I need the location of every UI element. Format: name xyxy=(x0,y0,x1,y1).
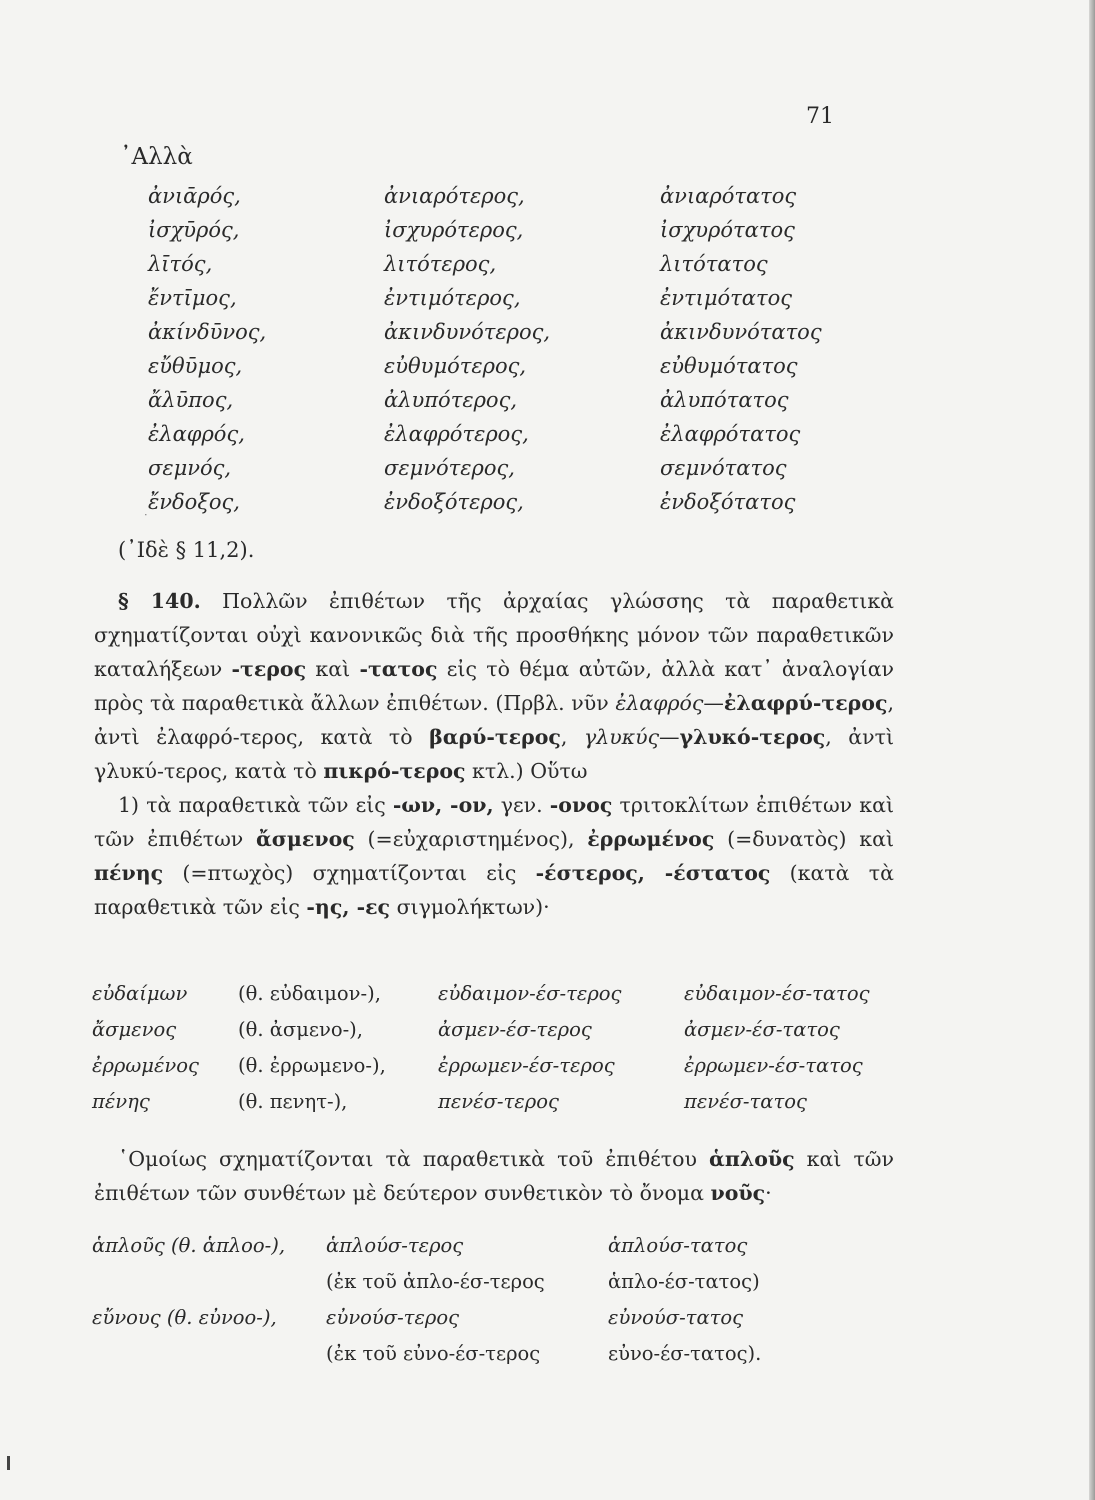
positive-form: σεμνός, xyxy=(148,456,232,480)
section-number: § 140. xyxy=(118,589,201,613)
comparative-form: ἐρρωμεν-έσ-τερος xyxy=(438,1054,615,1077)
text-run: · xyxy=(765,1181,772,1205)
bold-word: ἐλαφρύ-τερος xyxy=(723,691,888,715)
superlative-form: ἁπλούσ-τατος xyxy=(608,1234,748,1257)
comparative-form: ἀκινδυνότερος, xyxy=(384,320,551,344)
text-run: (=δυνατὸς) καὶ xyxy=(714,827,894,851)
comparative-form: ἀλυπότερος, xyxy=(384,388,518,412)
positive-form: ἀκίνδῡνος, xyxy=(148,320,267,344)
bold-word: βαρύ-τερος xyxy=(429,725,561,749)
section-140-paragraph xyxy=(94,584,894,924)
comparative-form: σεμνότερος, xyxy=(384,456,515,480)
positive-form: εὐδαίμων xyxy=(92,982,188,1005)
text-run: Πολλῶν ἐπιθέτων τῆς ἀρχαίας γλώσσης τὰ παραθετικὰ σχηματίζονται οὐχὶ κανονικῶς διὰ τῆς προσθήκης μόνον τῶν παραθετικῶν καταλήξεων xyxy=(94,589,894,681)
text-run: — xyxy=(659,725,680,749)
derivation-superlative: ἁπλο-έσ-τατος) xyxy=(608,1270,760,1293)
superlative-form: ἰσχυρότατος xyxy=(660,218,795,242)
text-run: κτλ.) Οὕτω xyxy=(465,759,588,783)
text-run: 1) τὰ παραθετικὰ τῶν εἰς xyxy=(118,793,393,817)
bold-suffix: -ης, -ες xyxy=(306,895,391,919)
comparative-form: ἐλαφρότερος, xyxy=(384,422,529,446)
superlative-form: ἀνιαρότατος xyxy=(660,184,797,208)
margin-tick-mark: ᐧ xyxy=(144,508,148,522)
italic-word: ἐλαφρός xyxy=(615,691,704,715)
text-run: εἰς τὸ θέμα αὐτῶν, ἀλλὰ κατ᾿ ἀναλογίαν πρὸς τὰ παραθετικὰ ἄλλων ἐπιθέτων. (Πρβλ. νῦν xyxy=(94,657,894,715)
comparative-form: εὐδαιμον-έσ-τερος xyxy=(438,982,622,1005)
bold-word: γλυκό-τερος xyxy=(679,725,826,749)
text-run: σιγμολήκτων)· xyxy=(390,895,550,919)
bold-suffix: -τατος xyxy=(359,657,438,681)
text-run: (=πτωχὸς) σχηματίζονται εἰς xyxy=(163,861,536,885)
superlative-form: ἀκινδυνότατος xyxy=(660,320,822,344)
text-run: καὶ xyxy=(306,657,360,681)
superlative-form: λιτότατος xyxy=(660,252,768,276)
positive-form: ἄλῡπος, xyxy=(148,388,234,412)
superlative-form: εὐθυμότατος xyxy=(660,354,798,378)
superlative-form: ἀσμεν-έσ-τατος xyxy=(684,1018,840,1041)
superlative-form: ἐντιμότατος xyxy=(660,286,792,310)
margin-mark xyxy=(7,1456,10,1470)
text-run: γεν. xyxy=(493,793,550,817)
bold-suffix: -τερος xyxy=(231,657,307,681)
point-1-paragraph xyxy=(94,788,894,924)
superlative-form: ἐνδοξότατος xyxy=(660,490,796,514)
stem: (θ. ἀσμενο-), xyxy=(238,1018,363,1041)
superlative-form: ἐρρωμεν-έσ-τατος xyxy=(684,1054,863,1077)
derivation-comparative: (ἐκ τοῦ εὐνο-έσ-τερος xyxy=(326,1342,541,1365)
superlative-form: ἀλυπότατος xyxy=(660,388,789,412)
italic-word: γλυκύς xyxy=(583,725,660,749)
bold-word: ἁπλοῦς xyxy=(709,1147,795,1171)
bold-word: πένης xyxy=(94,861,164,885)
derivation-superlative: εὐνο-έσ-τατος). xyxy=(608,1342,762,1365)
page-number: 71 xyxy=(806,104,834,129)
comparative-form: ἁπλούσ-τερος xyxy=(326,1234,464,1257)
stem: (θ. ἐρρωμενο-), xyxy=(238,1054,386,1077)
positive-form: ἁπλοῦς (θ. ἁπλοο-), xyxy=(92,1234,286,1257)
page-edge-shadow xyxy=(1089,0,1095,1500)
text-run: , ἀντὶ γλυκύ-τερος, κατὰ τὸ xyxy=(94,725,894,783)
comparative-form: λιτότερος, xyxy=(384,252,497,276)
positive-form: πένης xyxy=(92,1090,150,1113)
paragraph-haplous xyxy=(94,1142,894,1210)
superlative-form: εὐνούσ-τατος xyxy=(608,1306,744,1329)
bold-suffix: -ονος xyxy=(549,793,613,817)
bold-word: νοῦς xyxy=(710,1181,766,1205)
superlative-form: σεμνότατος xyxy=(660,456,787,480)
positive-form: ἔντῑμος, xyxy=(148,286,237,310)
bold-suffix: -ων, -ον, xyxy=(392,793,494,817)
text-run: (κατὰ τὰ παραθετικὰ τῶν εἰς xyxy=(94,861,894,919)
text-run: (=εὐχαριστημένος), xyxy=(354,827,588,851)
bold-word: πικρό-τερος xyxy=(323,759,466,783)
stem: (θ. πενητ-), xyxy=(238,1090,348,1113)
text-run: , xyxy=(560,725,584,749)
paragraph-text xyxy=(94,1142,894,1210)
superlative-form: εὐδαιμον-έσ-τατος xyxy=(684,982,870,1005)
positive-form: ἐλαφρός, xyxy=(148,422,245,446)
positive-form: ἔνδοξος, xyxy=(148,490,240,514)
bold-suffix: -έστερος, -έστατος xyxy=(535,861,771,885)
positive-form: εὔνους (θ. εὐνοο-), xyxy=(92,1306,277,1329)
derivation-comparative: (ἐκ τοῦ ἁπλο-έσ-τερος xyxy=(326,1270,545,1293)
superlative-form: πενέσ-τατος xyxy=(684,1090,807,1113)
superlative-form: ἐλαφρότατος xyxy=(660,422,801,446)
positive-form: εὔθῡμος, xyxy=(148,354,243,378)
comparative-form: ἐνδοξότερος, xyxy=(384,490,524,514)
section-heading: ᾿Αλλὰ xyxy=(120,144,193,170)
text-run: τριτοκλίτων ἐπιθέτων καὶ τῶν ἐπιθέτων xyxy=(94,793,894,851)
comparative-form: ἀσμεν-έσ-τερος xyxy=(438,1018,592,1041)
text-run: καὶ τῶν ἐπιθέτων τῶν συνθέτων μὲ δεύτερον συνθετικὸν τὸ ὄνομα xyxy=(94,1147,894,1205)
comparative-form: ἰσχυρότερος, xyxy=(384,218,524,242)
text-run: ῾Ομοίως σχηματίζονται τὰ παραθετικὰ τοῦ ἐπιθέτου xyxy=(118,1147,710,1171)
bold-word: ἐρρωμένος xyxy=(587,827,715,851)
positive-form: ἄσμενος xyxy=(92,1018,177,1041)
comparative-form: εὐνούσ-τερος xyxy=(326,1306,460,1329)
comparative-form: πενέσ-τερος xyxy=(438,1090,559,1113)
positive-form: λῑτός, xyxy=(148,252,213,276)
positive-form: ἐρρωμένος xyxy=(92,1054,199,1077)
bold-word: ἄσμενος xyxy=(256,827,355,851)
positive-form: ἀνιᾱρός, xyxy=(148,184,241,208)
positive-form: ἰσχῡρός, xyxy=(148,218,240,242)
text-run: , ἀντὶ ἐλαφρό-τερος, κατὰ τὸ xyxy=(94,691,894,749)
comparative-form: εὐθυμότερος, xyxy=(384,354,527,378)
text-run: — xyxy=(703,691,724,715)
comparative-form: ἐντιμότερος, xyxy=(384,286,521,310)
stem: (θ. εὐδαιμον-), xyxy=(238,982,381,1005)
comparative-form: ἀνιαρότερος, xyxy=(384,184,525,208)
reference-note: (᾿Ιδὲ § 11,2). xyxy=(118,538,255,562)
paragraph-text xyxy=(94,584,894,788)
